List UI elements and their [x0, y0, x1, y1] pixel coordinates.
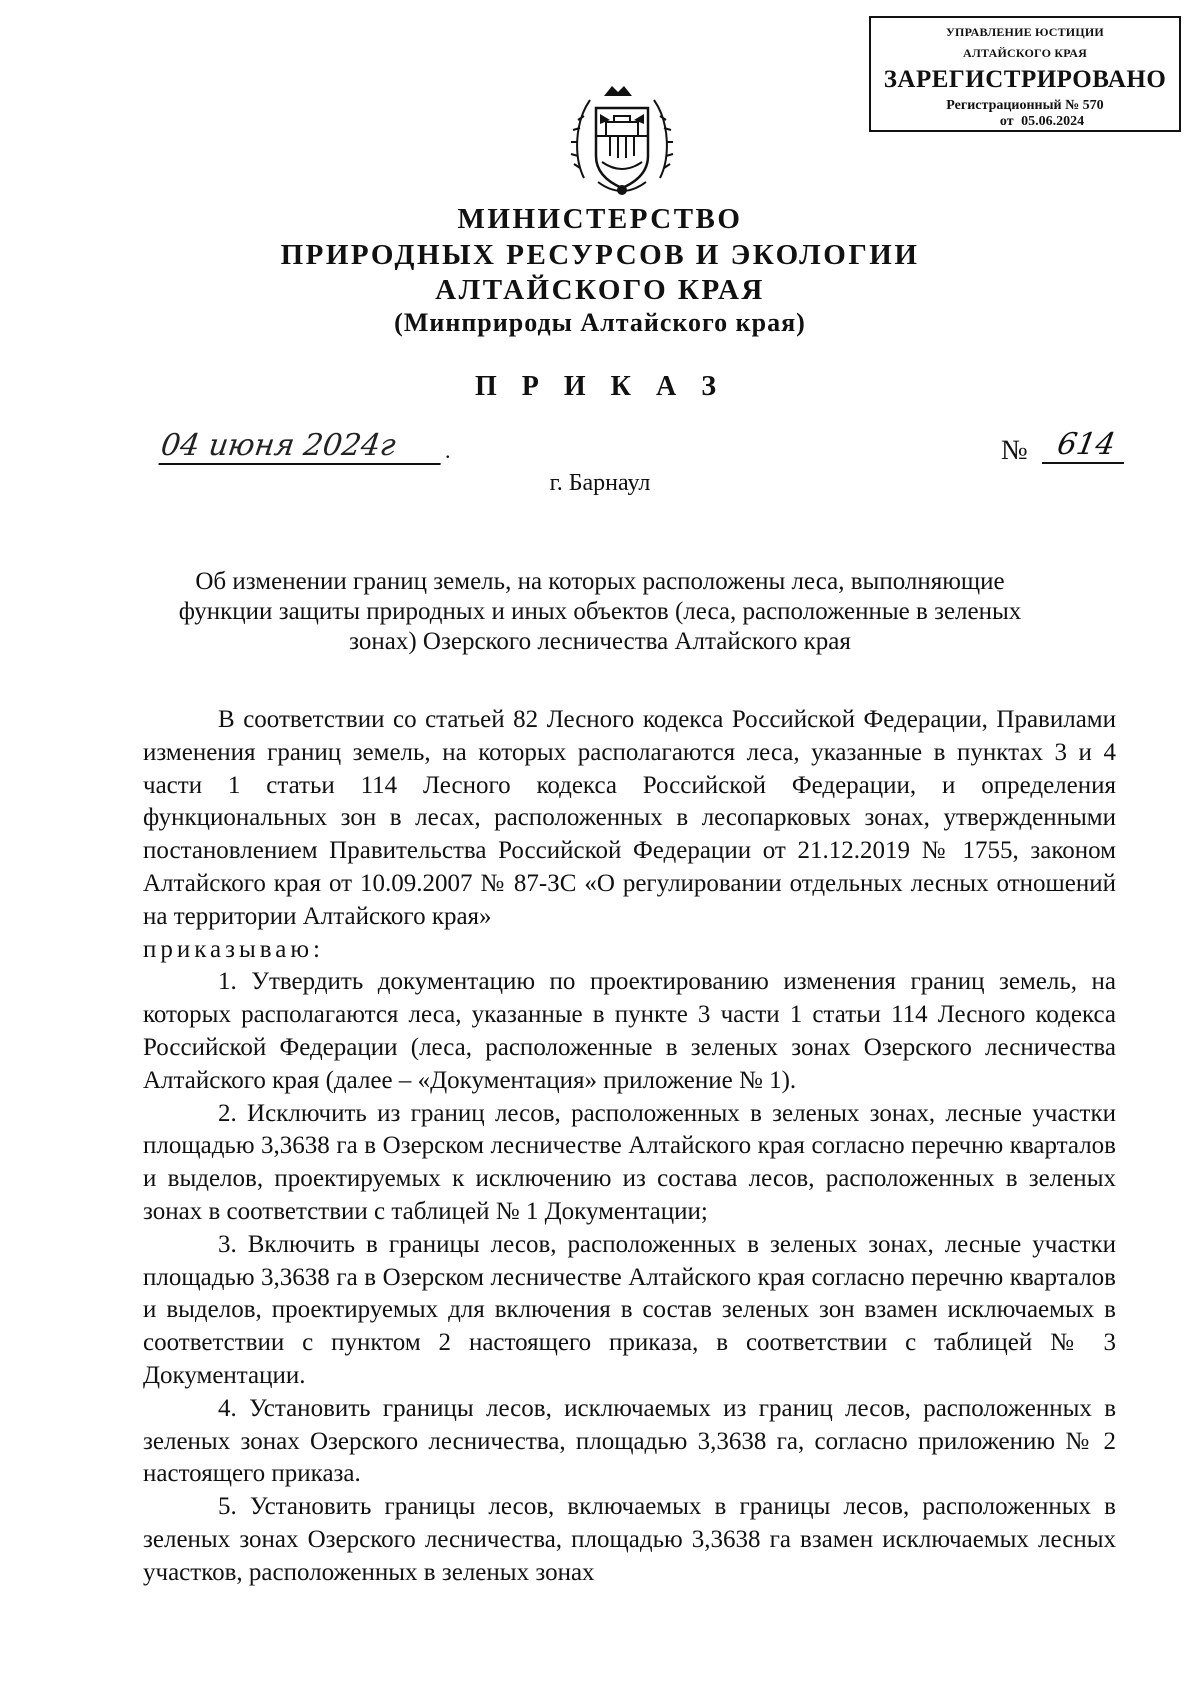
order-number-label: №	[1001, 435, 1028, 466]
ministry-short-name: (Минприроды Алтайского края)	[394, 308, 806, 337]
registration-stamp	[869, 16, 1181, 132]
stamp-org-line2: АЛТАЙСКОГО КРАЯ	[963, 46, 1087, 60]
stamp-date-prefix: от	[999, 114, 1014, 129]
stamp-status: ЗАРЕГИСТРИРОВАНО	[883, 66, 1167, 93]
order-item-5: 5. Установить границы лесов, включаемых в границы лесов, расположенных в зеленых зонах Озерского лесничества, площадью 3,3638 га взамен исключаемых лесных участков, расположенных в зеленых зонах	[143, 1493, 1116, 1586]
ministry-line1: МИНИСТЕРСТВО	[457, 203, 743, 235]
order-word: приказываю:	[143, 935, 324, 963]
stamp-reg-date-line	[871, 114, 1179, 130]
date-dot: .	[445, 438, 451, 463]
order-item-2: 2. Исключить из границ лесов, расположенных в зеленых зонах, лесные участки площадью 3,3638 га в Озерском лесничестве Алтайского края согласно перечню кварталов и выделов, проектируемых к исключению из состава лесов, расположенных в зеленых зонах в соответствии с таблицей № 1 Документации;	[143, 1099, 1116, 1225]
stamp-reg-date: 05.06.2024	[1021, 114, 1085, 129]
ministry-line2: ПРИРОДНЫХ РЕСУРСОВ И ЭКОЛОГИИ	[280, 239, 920, 271]
ministry-line3: АЛТАЙСКОГО КРАЯ	[435, 274, 765, 306]
stamp-reg-number: Регистрационный № 570	[946, 98, 1104, 113]
handwritten-order-date: 04 июня 2024г	[158, 429, 445, 465]
stamp-org-line1: УПРАВЛЕНИЕ ЮСТИЦИИ	[946, 25, 1104, 39]
order-item-3: 3. Включить в границы лесов, расположенных в зеленых зонах, лесные участки площадью 3,3638 га в Озерском лесничестве Алтайского края согласно перечню кварталов и выделов, проектируемых для включения в состав зеленых зон взамен исключаемых в соответствии с пунктом 2 настоящего приказа, в соответствии с таблицей № 3 Документации.	[143, 1230, 1116, 1389]
city-name: г. Барнаул	[549, 470, 651, 496]
order-body	[143, 704, 1116, 1590]
order-item-1: 1. Утвердить документацию по проектированию изменения границ земель, на которых располагаются леса, указанные в пункте 3 части 1 статьи 114 Лесного кодекса Российской Федерации (леса, расположенные в зеленых зонах Озерского лесничества Алтайского края (далее – «Документация» приложение № 1).	[143, 968, 1116, 1094]
order-item-4: 4. Установить границы лесов, исключаемых из границ лесов, расположенных в зеленых зонах Озерского лесничества, площадью 3,3638 га, согласно приложению № 2 настоящего приказа.	[143, 1394, 1116, 1488]
coat-of-arms-emblem	[570, 78, 674, 204]
preamble-paragraph: В соответствии со статьей 82 Лесного кодекса Российской Федерации, Правилами изменения границ земель, на которых располагаются леса, указанные в пунктах 3 и 4 части 1 статьи 114 Лесного кодекса Российской Федерации, и определения функциональных зон в лесах, расположенных в лесопарковых зонах, утвержденными постановлением Правительства Российской Федерации от 21.12.2019 № 1755, законом Алтайского края от 10.09.2007 № 87-ЗС «О регулировании отдельных лесных отношений на территории Алтайского края»	[143, 706, 1116, 930]
handwritten-order-number: 614	[1042, 428, 1130, 464]
document-type-heading: П Р И К А З	[475, 371, 725, 402]
order-title: Об изменении границ земель, на которых расположены леса, выполняющие функции защиты природных и иных объектов (леса, расположенные в зеленых зонах) Озерского лесничества Алтайского края	[178, 568, 1022, 655]
